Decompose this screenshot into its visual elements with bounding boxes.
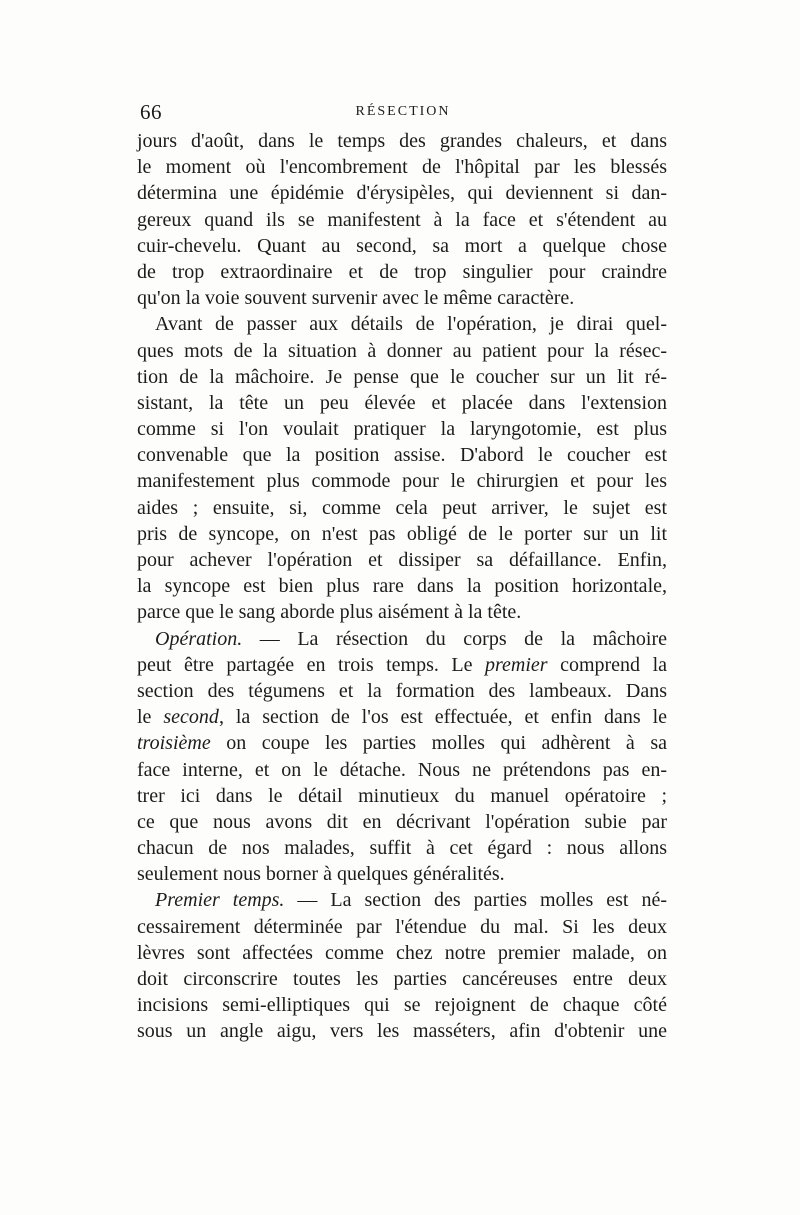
text-line: de trop extraordinaire et de trop singulier pour craindre <box>137 260 667 283</box>
body-text <box>137 128 667 1045</box>
text-line: manifestement plus commode pour le chirurgien et pour les <box>137 470 667 493</box>
text-run: on coupe les parties molles qui adhèrent à sa <box>210 732 667 755</box>
section-heading: Premier temps. <box>155 889 285 912</box>
text-line: ce que nous avons dit en décrivant l'opération subie par <box>137 810 667 833</box>
text-line: pour achever l'opération et dissiper sa défaillance. Enfin, <box>137 549 667 571</box>
text-line: face interne, et on le détache. Nous ne prétendons pas en- <box>137 758 667 781</box>
text-line: détermina une épidémie d'érysipèles, qui deviennent si dan- <box>137 182 667 205</box>
text-line: sous un angle aigu, vers les masséters, afin d'obtenir une <box>137 1020 667 1043</box>
text-line: cuir-chevelu. Quant au second, sa mort a quelque chose <box>137 234 667 257</box>
text-line: chacun de nos malades, suffit à cet égard : nous allons <box>137 837 667 860</box>
text-line: sistant, la tête un peu élevée et placée dans l'extension <box>137 391 667 414</box>
text-run: peut être partagée en trois temps. Le <box>137 653 485 676</box>
text-run: comprend la <box>547 653 667 676</box>
text-line: incisions semi-elliptiques qui se rejoignent de chaque côté <box>137 994 667 1017</box>
text-run: le <box>137 706 164 729</box>
text-line: gereux quand ils se manifestent à la face et s'étendent au <box>137 208 667 231</box>
emphasis: second <box>163 706 219 729</box>
text-line: aides ; ensuite, si, comme cela peut arriver, le sujet est <box>137 496 667 519</box>
section-heading: Opération. <box>155 627 243 650</box>
text-line <box>137 887 667 913</box>
emphasis: troisième <box>137 732 211 755</box>
text-line <box>137 652 667 678</box>
emphasis: premier <box>485 653 548 676</box>
text-line: jours d'août, dans le temps des grandes chaleurs, et dans <box>137 130 667 152</box>
text-line: trer ici dans le détail minutieux du manuel opératoire ; <box>137 784 667 807</box>
text-line <box>137 704 667 730</box>
text-line: parce que le sang aborde plus aisément à la tête. <box>137 601 522 624</box>
text-line: la syncope est bien plus rare dans la position horizontale, <box>137 575 667 598</box>
text-line: qu'on la voie souvent survenir avec le même caractère. <box>137 287 575 310</box>
running-head: RÉSECTION <box>355 104 451 119</box>
page-number: 66 <box>140 100 162 124</box>
page-header <box>137 100 669 130</box>
text-line: Avant de passer aux détails de l'opération, je dirai quel- <box>155 313 667 336</box>
text-run: — La section des parties molles est né- <box>284 889 667 912</box>
text-run: — La résection du corps de la mâchoire <box>242 627 667 650</box>
text-run: , la section de l'os est effectuée, et enfin dans le <box>218 706 667 729</box>
text-line: lèvres sont affectées comme chez notre premier malade, on <box>137 941 667 964</box>
text-line: ques mots de la situation à donner au patient pour la résec- <box>137 339 667 362</box>
text-line: le moment où l'encombrement de l'hôpital par les blessés <box>137 156 667 179</box>
text-line: tion de la mâchoire. Je pense que le coucher sur un lit ré- <box>137 365 667 388</box>
text-line: cessairement déterminée par l'étendue du mal. Si les deux <box>137 915 667 938</box>
text-line: pris de syncope, on n'est pas obligé de le porter sur un lit <box>137 522 667 545</box>
text-line: convenable que la position assise. D'abord le coucher est <box>137 444 667 467</box>
text-line: section des tégumens et la formation des lambeaux. Dans <box>137 679 667 702</box>
text-line: comme si l'on voulait pratiquer la laryngotomie, est plus <box>137 418 667 441</box>
text-line: seulement nous borner à quelques généralités. <box>137 863 505 886</box>
text-line: doit circonscrire toutes les parties cancéreuses entre deux <box>137 968 667 990</box>
text-line <box>137 626 667 652</box>
text-line <box>137 730 667 756</box>
